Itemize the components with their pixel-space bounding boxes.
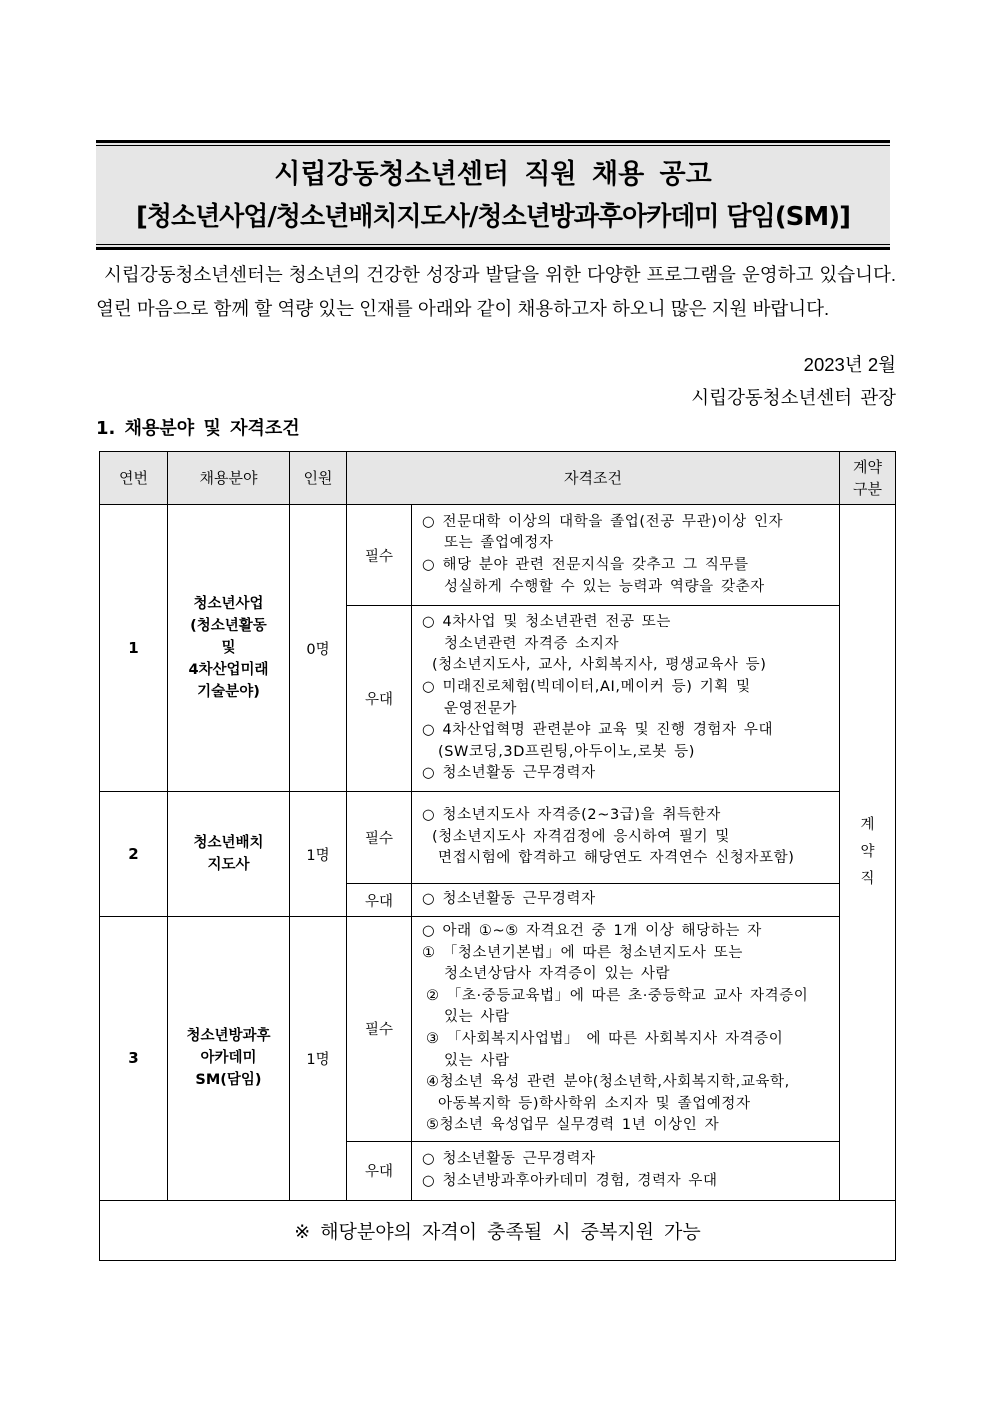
section-title: 1. 채용분야 및 자격조건 xyxy=(96,418,300,439)
table-row xyxy=(100,792,896,884)
required-label: 필수 xyxy=(347,505,412,606)
condition-line: ○ 전문대학 이상의 대학을 졸업(전공 무관)이상 인자 xyxy=(422,513,784,530)
condition-line: ○ 청소년활동 근무경력자 xyxy=(422,891,596,908)
preferred-conditions xyxy=(412,884,840,917)
preferred-label: 우대 xyxy=(347,606,412,792)
announcement-date: 2023년 2월 xyxy=(803,354,896,375)
condition-line: 청소년상담사 자격증이 있는 사람 xyxy=(444,966,671,983)
condition-line: ③ 「사회복지사업법」 에 따른 사회복지사 자격증이 xyxy=(426,1030,784,1047)
field-line: 4차산업미래 xyxy=(188,662,269,678)
required-label: 필수 xyxy=(347,917,412,1142)
required-label: 필수 xyxy=(347,792,412,884)
header-contract xyxy=(840,452,896,505)
contract-char: 직 xyxy=(860,870,875,887)
condition-line: 아동복지학 등)학사학위 소지자 및 졸업예정자 xyxy=(438,1095,751,1112)
condition-line: ○ 청소년지도사 자격증(2~3급)을 취득한자 xyxy=(422,807,721,824)
condition-line: ○ 4차산업혁명 관련분야 교육 및 진행 경험자 우대 xyxy=(422,722,774,739)
intro-paragraph xyxy=(96,258,896,326)
condition-line: 운영전문가 xyxy=(444,700,518,717)
condition-line: 면접시험에 합격하고 해당연도 자격연수 신청자포함) xyxy=(438,850,795,867)
condition-line: ○ 4차사업 및 청소년관련 전공 또는 xyxy=(422,614,672,631)
row-count: 1명 xyxy=(290,917,347,1201)
field-line: 아카데미 xyxy=(200,1050,257,1067)
condition-line: ○ 청소년활동 근무경력자 xyxy=(422,765,596,782)
preferred-label: 우대 xyxy=(347,884,412,917)
field-line: (청소년활동 xyxy=(190,618,267,634)
row-number: 2 xyxy=(100,792,168,917)
condition-line: 있는 사람 xyxy=(444,1009,510,1026)
field-line: 청소년사업 xyxy=(193,596,264,612)
contract-char: 약 xyxy=(860,843,875,860)
condition-line: (청소년지도사 자격검정에 응시하여 필기 및 xyxy=(432,828,731,845)
field-line: 및 xyxy=(221,640,236,656)
title-box xyxy=(96,142,890,248)
row-number: 1 xyxy=(100,505,168,792)
contract-type xyxy=(840,505,896,1201)
condition-line: ② 「초·중등교육법」에 따른 초·중등학교 교사 자격증이 xyxy=(426,987,809,1004)
table-row xyxy=(100,505,896,606)
table-footer-row xyxy=(100,1200,896,1260)
field-line: 청소년방과후 xyxy=(186,1028,271,1045)
field-line: 지도사 xyxy=(207,857,250,873)
row-field xyxy=(168,505,290,792)
required-conditions xyxy=(412,917,840,1142)
condition-line: 성실하게 수행할 수 있는 능력과 역량을 갖춘자 xyxy=(444,578,765,595)
preferred-conditions xyxy=(412,606,840,792)
header-qualification: 자격조건 xyxy=(347,452,840,505)
required-conditions xyxy=(412,792,840,884)
contract-char: 계 xyxy=(860,816,875,833)
condition-line: ○ 청소년활동 근무경력자 xyxy=(422,1151,596,1168)
condition-line: 있는 사람 xyxy=(444,1052,510,1069)
field-line: 기술분야) xyxy=(197,684,260,700)
table-row xyxy=(100,917,896,1142)
footer-note: ※ 해당분야의 자격이 충족될 시 중복지원 가능 xyxy=(100,1200,896,1260)
condition-line: ○ 청소년방과후아카데미 경험, 경력자 우대 xyxy=(422,1172,718,1189)
header-no: 연번 xyxy=(100,452,168,505)
preferred-conditions xyxy=(412,1141,840,1200)
row-number: 3 xyxy=(100,917,168,1201)
condition-line: ○ 아래 ①~⑤ 자격요건 중 1개 이상 해당하는 자 xyxy=(422,923,762,939)
page-subtitle: [청소년사업/청소년배치지도사/청소년방과후아카데미 담임(SM)] xyxy=(135,202,851,232)
condition-line: (청소년지도사, 교사, 사회복지사, 평생교육사 등) xyxy=(432,657,767,674)
condition-line: ① 「청소년기본법」에 따른 청소년지도사 또는 xyxy=(422,944,743,961)
field-line: SM(담임) xyxy=(195,1072,262,1089)
condition-line: ○ 미래진로체험(빅데이터,AI,메이커 등) 기획 및 xyxy=(422,678,751,695)
row-field xyxy=(168,917,290,1201)
preferred-label: 우대 xyxy=(347,1141,412,1200)
row-count: 1명 xyxy=(290,792,347,917)
condition-line: ⑤청소년 육성업무 실무경력 1년 이상인 자 xyxy=(426,1117,720,1134)
row-count: 0명 xyxy=(290,505,347,792)
required-conditions xyxy=(412,505,840,606)
condition-line: (SW코딩,3D프린팅,아두이노,로봇 등) xyxy=(438,743,695,760)
condition-line: ○ 해당 분야 관련 전문지식을 갖추고 그 직무를 xyxy=(422,557,749,573)
header-count: 인원 xyxy=(290,452,347,505)
qualification-table xyxy=(99,451,896,1261)
condition-line: 청소년관련 자격증 소지자 xyxy=(444,635,620,652)
signature: 시립강동청소년센터 관장 xyxy=(691,387,896,408)
header-field: 채용분야 xyxy=(168,452,290,505)
header-contract-line1: 계약 xyxy=(853,458,882,476)
page-title: 시립강동청소년센터 직원 채용 공고 xyxy=(274,159,712,190)
field-line: 청소년배치 xyxy=(193,835,264,851)
condition-line: 또는 졸업예정자 xyxy=(444,535,554,552)
intro-text: 시립강동청소년센터는 청소년의 건강한 성장과 발달을 위한 다양한 프로그램을 운영하고 있습니다. 열린 마음으로 함께 할 역량 있는 인재를 아래와 같이 채용하고자 하오니 많은 지원 바랍니다. xyxy=(96,264,896,319)
row-field xyxy=(168,792,290,917)
header-contract-line2: 구분 xyxy=(853,480,882,498)
condition-line: ④청소년 육성 관련 분야(청소년학,사회복지학,교육학, xyxy=(426,1074,790,1091)
table-header-row xyxy=(100,452,896,505)
